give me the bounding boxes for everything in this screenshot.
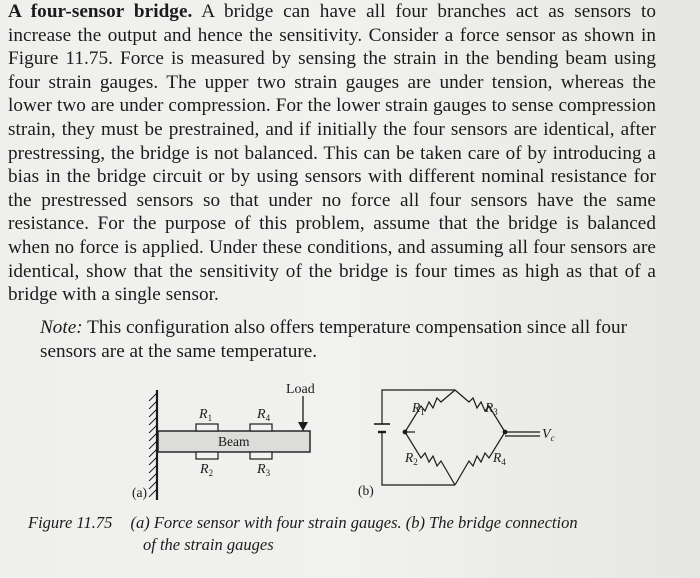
problem-heading: A four-sensor bridge.	[8, 1, 193, 22]
gauge-r1	[196, 424, 218, 431]
beam-label: Beam	[218, 434, 250, 449]
node-right	[503, 430, 507, 434]
bridge-label-r1: $R_1$	[412, 400, 425, 417]
caption-line-1: (a) Force sensor with four strain gauges. (b) The bridge connection	[130, 513, 578, 532]
load-label: Load	[286, 382, 315, 397]
label-r3: $R_3$	[257, 462, 271, 478]
wall-hatching	[149, 393, 157, 497]
bridge-label-r4: $R_4$	[493, 450, 506, 467]
gauge-r2	[196, 452, 218, 459]
gauge-r4	[250, 424, 272, 431]
note-label: Note:	[40, 317, 83, 338]
label-r1: $R_1$	[199, 407, 213, 423]
figure-a	[132, 382, 315, 500]
wire-bottom-left	[382, 440, 455, 485]
label-r2: $R_2$	[200, 462, 214, 478]
note-text: This configuration also offers temperature compensation since all four sensors are at the same temperature.	[40, 317, 628, 362]
node-left	[403, 430, 407, 434]
figure-caption	[28, 512, 688, 556]
caption-line-2: of the strain gauges	[143, 535, 274, 554]
bridge-label-r2: $R_2$	[405, 450, 418, 467]
bridge-label-r3: $R_3$	[485, 400, 498, 417]
gauge-r3	[250, 452, 272, 459]
figure-b	[374, 390, 540, 485]
figure-b-tag: (b)	[358, 483, 374, 498]
problem-body: A bridge can have all four branches act as sensors to increase the output and hence the sensitivity. Consider a force sensor as shown in Figure 11.75. Force is measured by sensing the strain in the bending beam using four strain gauges. The upper two strain gauges are under tension, whereas the lower two are under compression. For the lower strain gauges to sense compression strain, they must be prestrained, and if initially the four sensors are identical, after prestressing, the bridge is not balanced. This can be taken care of by introducing a bias in the bridge circuit or by using sensors with different nominal resistance for the prestressed sensors so that under no force all four sensors have the same resistance. For the purpose of this problem, assume that the bridge is balanced when no force is applied. Under these conditions, and assuming all four sensors are identical, show that the sensitivity of the bridge is four times as high as that of a bridge with a single sensor.	[8, 1, 656, 306]
figure-a-tag: (a)	[132, 485, 147, 500]
load-arrow-head	[298, 422, 308, 431]
bridge-label-vc: $V_c$	[542, 427, 555, 443]
figure-number: Figure 11.75	[28, 513, 113, 532]
label-r4: $R_4$	[257, 407, 271, 423]
